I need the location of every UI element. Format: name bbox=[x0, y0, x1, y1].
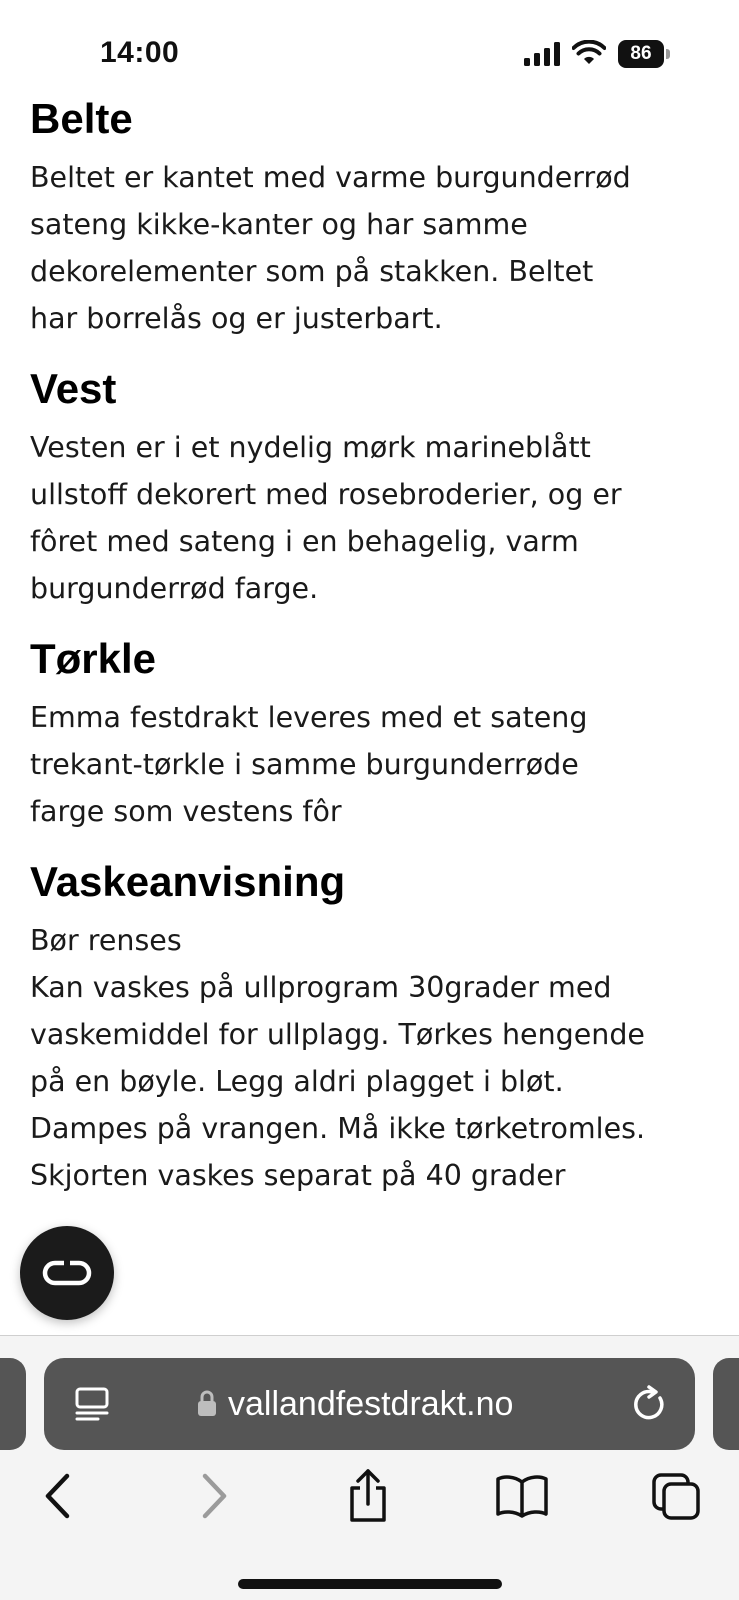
section-text: Emma festdrakt leveres med et sateng trekant-tørkle i samme burgunderrøde farge som vestens fôr bbox=[30, 701, 588, 828]
section-vest bbox=[30, 362, 720, 612]
section-title: Vaskeanvisning bbox=[30, 858, 346, 905]
section-vaskeanvisning bbox=[30, 855, 720, 1199]
signal-icon bbox=[524, 42, 562, 66]
section-title: Tørkle bbox=[30, 635, 157, 682]
section-title: Belte bbox=[30, 95, 133, 142]
battery-level: 86 bbox=[618, 40, 664, 68]
chat-link-icon bbox=[42, 1258, 92, 1288]
section-text: Bør renses Kan vaskes på ullprogram 30grader med vaskemiddel for ullplagg. Tørkes hengende på en bøyle. Legg aldri plagget i bløt. Dampes på vrangen. Må ikke tørketromles. Skjorten vaskes separat på 40 grader bbox=[30, 924, 646, 1192]
share-button[interactable] bbox=[338, 1458, 398, 1534]
section-torkle bbox=[30, 632, 720, 835]
home-indicator[interactable] bbox=[238, 1579, 502, 1589]
wifi-icon bbox=[572, 40, 606, 66]
back-icon bbox=[43, 1473, 73, 1519]
lock-icon bbox=[196, 1389, 218, 1417]
share-icon bbox=[346, 1468, 390, 1524]
back-button[interactable] bbox=[28, 1458, 88, 1534]
next-tab-peek[interactable] bbox=[713, 1358, 739, 1450]
chat-button[interactable] bbox=[20, 1226, 114, 1320]
url-text[interactable]: vallandfestdrakt.no bbox=[228, 1385, 514, 1423]
section-text: Vesten er i et nydelig mørk marineblått ullstoff dekorert med rosebroderier, og er fôret med sateng i en behagelig, varm burgunderrød farge. bbox=[30, 431, 622, 605]
browser-toolbar bbox=[0, 1335, 739, 1600]
status-time: 14:00 bbox=[100, 36, 180, 69]
address-bar[interactable] bbox=[44, 1358, 695, 1450]
bookmarks-icon bbox=[494, 1474, 550, 1518]
section-belte bbox=[30, 92, 720, 342]
bookmarks-button[interactable] bbox=[492, 1458, 552, 1534]
forward-icon bbox=[199, 1473, 229, 1519]
navigation-bar bbox=[0, 1458, 739, 1534]
battery-icon bbox=[618, 40, 670, 68]
section-title: Vest bbox=[30, 365, 117, 412]
previous-tab-peek[interactable] bbox=[0, 1358, 26, 1450]
tabs-icon bbox=[650, 1471, 702, 1521]
forward-button[interactable] bbox=[184, 1458, 244, 1534]
page-content bbox=[30, 92, 720, 1219]
reader-icon[interactable] bbox=[74, 1386, 110, 1422]
status-bar bbox=[0, 0, 739, 100]
section-text: Beltet er kantet med varme burgunderrød sateng kikke-kanter og har samme dekorelementer som på stakken. Beltet har borrelås og er justerbart. bbox=[30, 161, 631, 335]
reload-icon[interactable] bbox=[630, 1384, 668, 1424]
tabs-button[interactable] bbox=[646, 1458, 706, 1534]
